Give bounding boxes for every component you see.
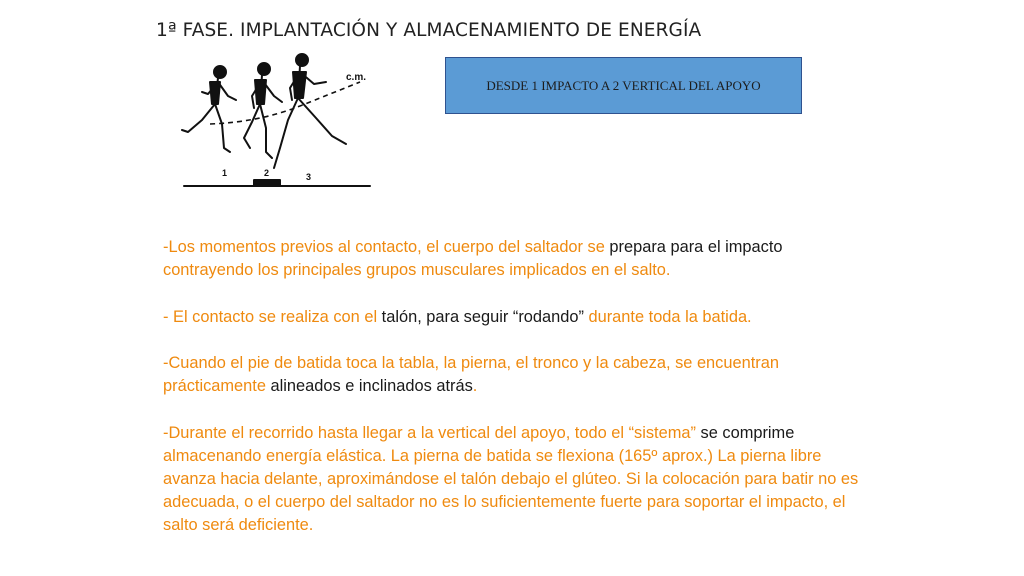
paragraph-4 (163, 422, 863, 538)
paragraph-3 (163, 352, 863, 398)
long-jump-takeoff-figure (160, 52, 382, 192)
center-of-mass-path (210, 82, 360, 124)
text-segment: se comprime (700, 423, 795, 442)
position-label-2: 2 (264, 168, 270, 178)
text-segment: durante toda la batida. (583, 307, 752, 326)
text-segment: -Durante el recorrido hasta llegar a la vertical del apoyo, todo el “sistema” (163, 423, 701, 442)
text-segment: - El contacto se realiza con el (163, 307, 382, 326)
text-segment: . (472, 377, 478, 396)
text-segment: almacenando energía elástica. La pierna de batida se flexiona (165º aprox.) La pierna libre avanza hacia delante, aproximándose el talón debajo el glúteo. Si la colocación para batir no es adecuada, o el cuerpo del saltador no es lo suficientemente fuerte para soportar el impacto, el salto será deficiente. (163, 446, 859, 535)
body-text (163, 236, 863, 538)
takeoff-board (254, 180, 280, 186)
text-segment: -Cuando el pie de batida toca la tabla, la pierna, el tronco y la cabeza, se encuentran prácticamente (163, 353, 779, 396)
text-segment: alineados e inclinados atrás (270, 377, 473, 396)
slide-title: 1ª FASE. IMPLANTACIÓN Y ALMACENAMIENTO DE ENERGÍA (156, 20, 702, 41)
callout-text: DESDE 1 IMPACTO A 2 VERTICAL DEL APOYO (486, 77, 761, 93)
paragraph-2 (163, 306, 863, 329)
cm-label: c.m. (346, 72, 367, 83)
runner-2-silhouette (244, 63, 282, 158)
text-segment: prepara para el impacto (609, 238, 783, 256)
text-segment: talón, para seguir “rodando” (381, 307, 584, 326)
paragraph-1 (163, 236, 863, 282)
text-segment: contrayendo los principales grupos musculares implicados en el salto. (163, 261, 671, 280)
text-segment: -Los momentos previos al contacto, el cuerpo del saltador se (163, 238, 610, 256)
position-label-3: 3 (306, 172, 312, 182)
phase-callout-box (445, 57, 802, 114)
position-label-1: 1 (222, 168, 228, 178)
runner-1-silhouette (182, 66, 236, 152)
